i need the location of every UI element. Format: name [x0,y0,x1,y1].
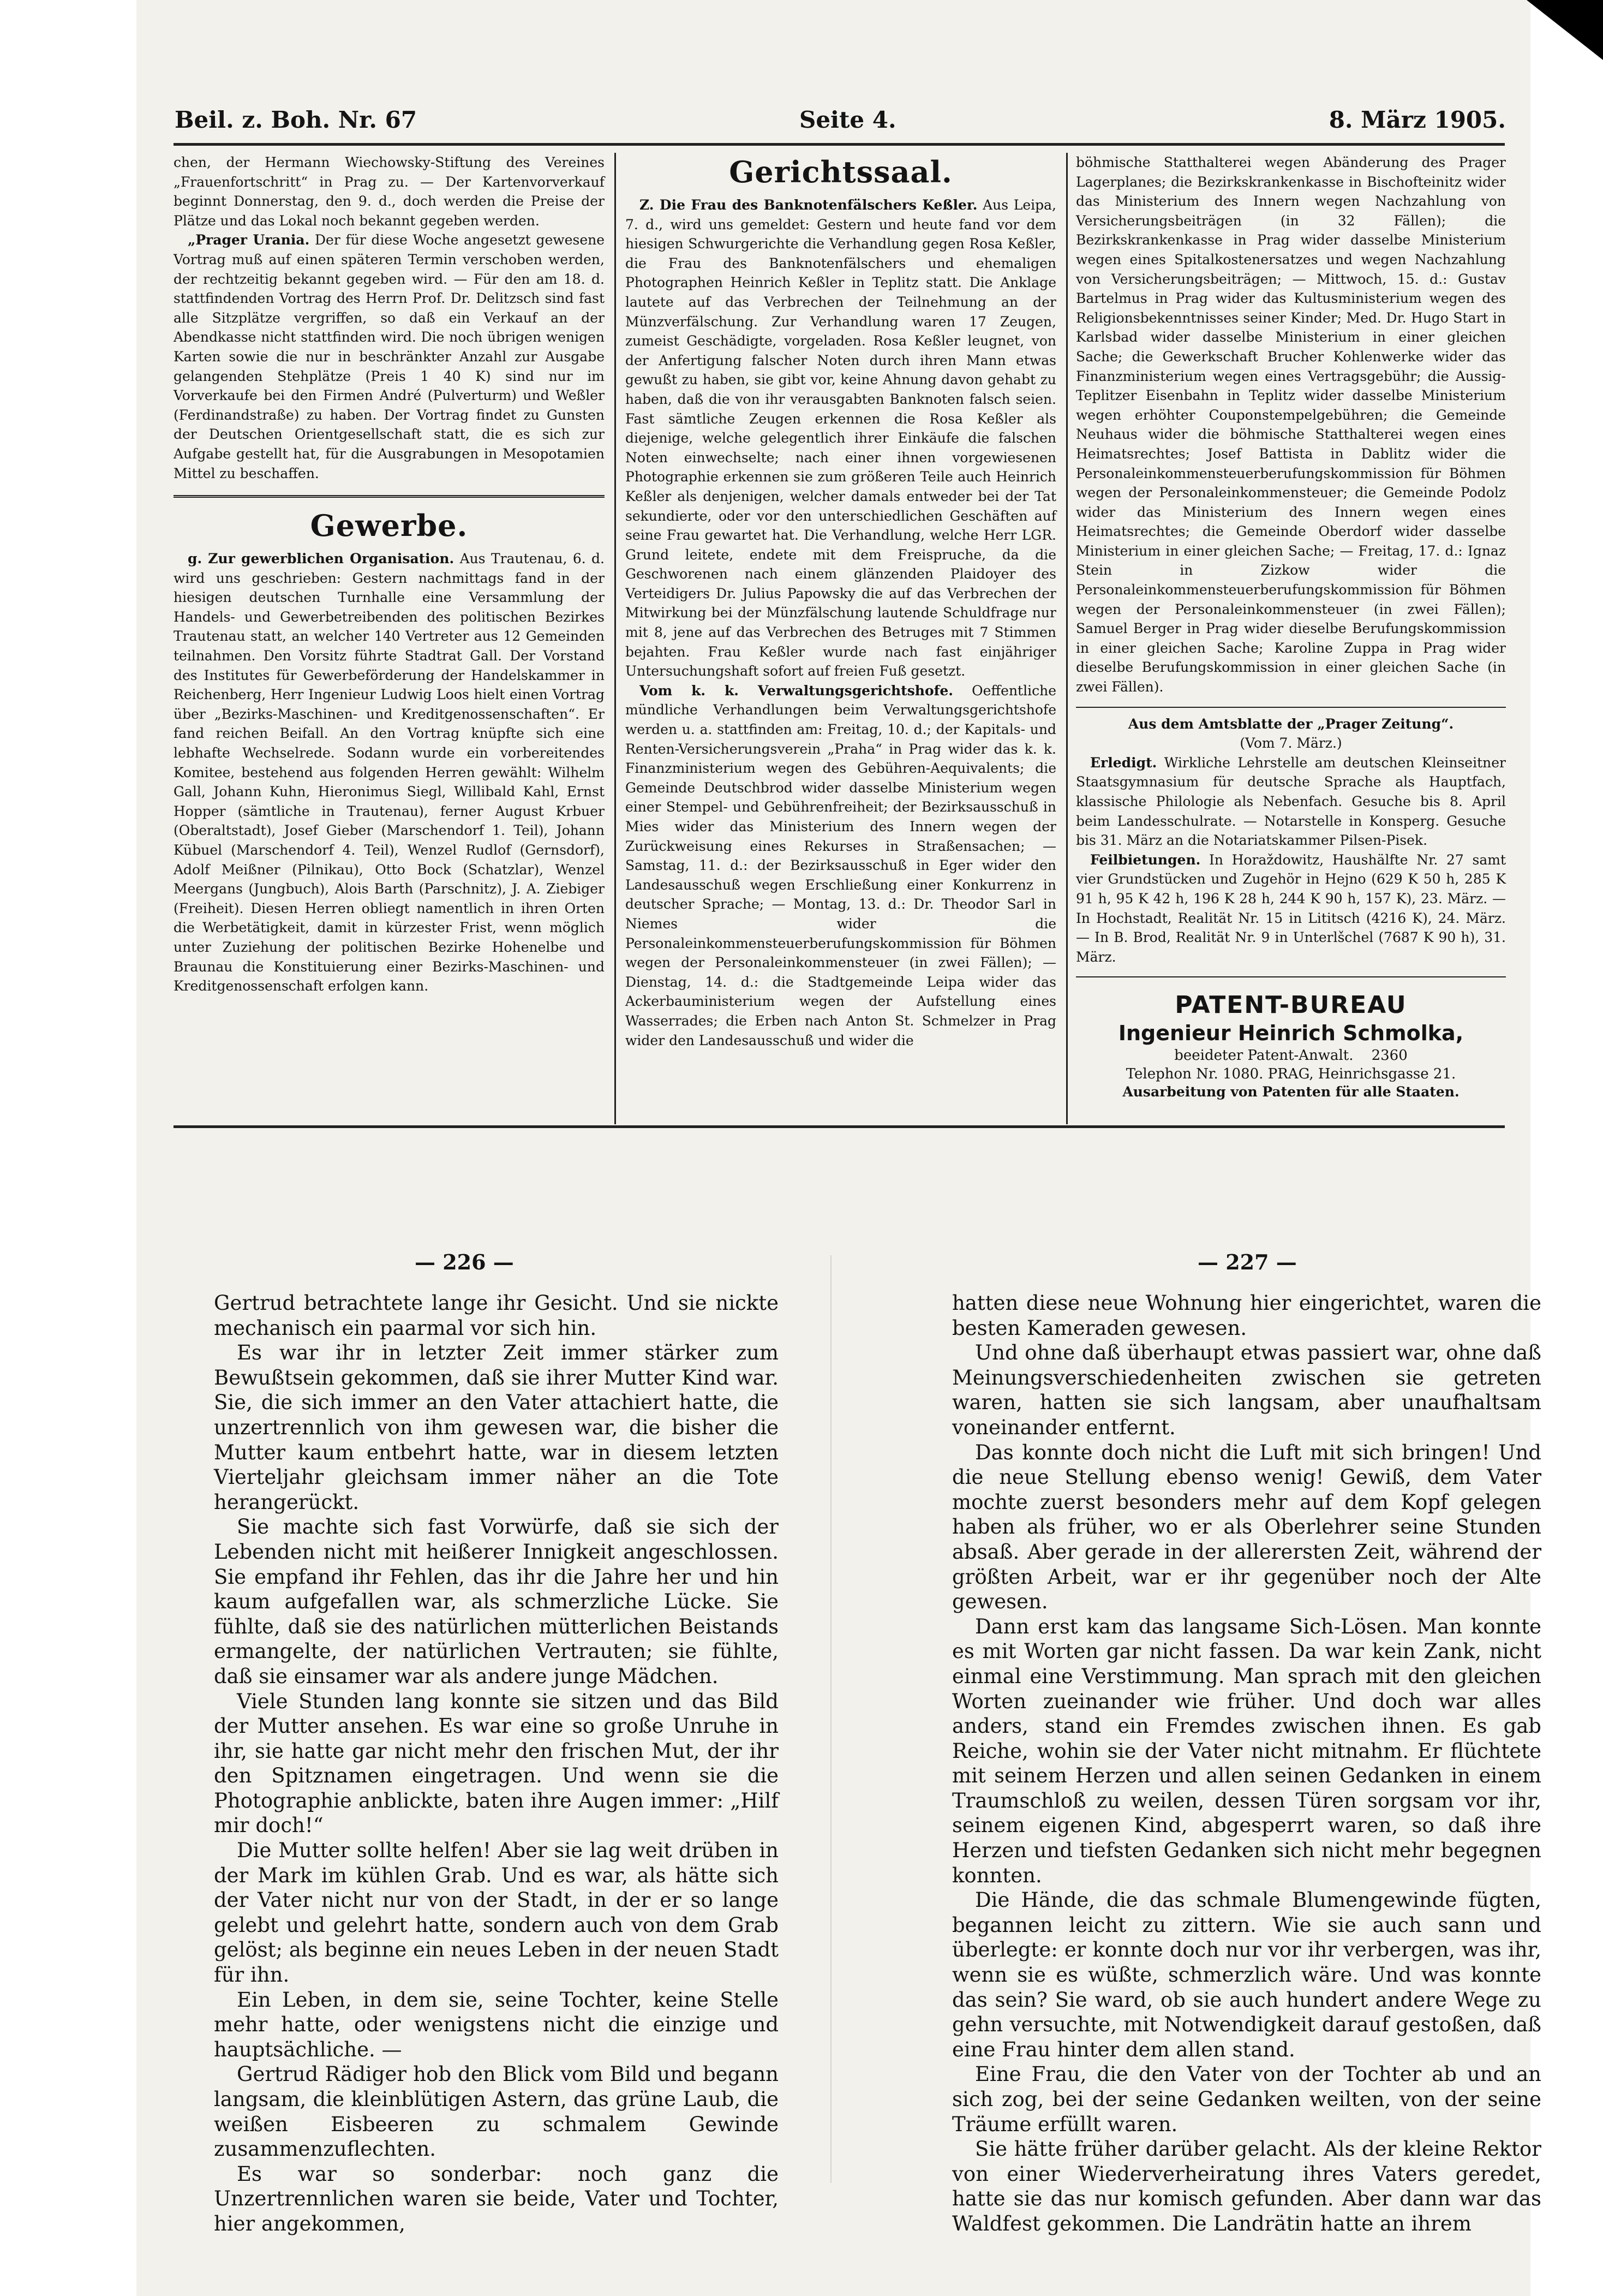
book-page-left [214,1291,779,2237]
book-fold [830,1255,832,2183]
book-left-para: Ein Leben, in dem sie, seine Tochter, keine Stelle mehr hatte, oder wenigstens nicht die einzige und hauptsächliche. — [214,1988,779,2061]
col3-para-1: böhmische Statthalterei wegen Abänderung des Prager Lagerplanes; die Bezirkskrankenkasse in Bischofteinitz wider das Ministerium des Innern wegen Nachzahlung von Versicherungsbeiträgen (in 32 Fällen); die Bezirkskrankenkasse in Prag wider dasselbe Ministerium wegen eines Spitalkostenersatzes und wegen Nachzahlung von Versicherungsbeiträgen; — Mittwoch, 15. d.: Gustav Bartelmus in Prag wider das Kultusministerium wegen des Religionsbekenntnisses seiner Kinder; Med. Dr. Hugo Start in Karlsbad wider dasselbe Ministerium in einer gleichen Sache; die Gewerkschaft Brucher Kohlenwerke wider das Finanzministerium wegen eines Vertragsgebühr; die Aussig-Teplitzer Eisenbahn in Teplitz wider dasselbe Ministerium wegen erhöhter Couponstempelgebühren; die Gemeinde Neuhaus wider die böhmische Statthalterei wegen eines Heimatsrechtes; Josef Battista in Dablitz wider die Personaleinkommensteuerberufungskommission für Böhmen wegen der Personaleinkommensteuer; die Gemeinde Podolz wider das Ministerium des Innern wegen eines Heimatsrechtes; die Gemeinde Oberdorf wider dasselbe Ministerium in einer gleichen Sache; — Freitag, 17. d.: Ignaz Stein in Zizkow wider die Personaleinkommensteuerberufungskommission für Böhmen wegen der Personaleinkommensteuer (in zwei Fällen); Samuel Berger in Prag wider dieselbe Berufungskommission in einer gleichen Sache; Karoline Zuppa in Prag wider dieselbe Berufungskommission in einer gleichen Sache (in zwei Fällen). [1076,154,1506,695]
col1-section-rule [174,495,605,498]
patent-bureau-ad [1076,991,1506,1101]
col2-para-2: Vom k. k. Verwaltungsgerichtshofe. Oeffentliche mündliche Verhandlungen beim Verwaltungsgerichtshofe werden u. a. stattfinden am: Freitag, 10. d.; der Kapitals- und Renten-Versicherungsverein „Praha“ in Prag wider das k. k. Finanzministerium wegen des Gebühren-Aequivalents; die Gemeinde Deutschbrod wider dasselbe Ministerium wegen einer Stempel- und Gebührenfreiheit; der Bezirksausschuß in Mies wider das Ministerium des Innern wegen der Zurückweisung eines Rekurses in Straßensachen; — Samstag, 11. d.: der Bezirksausschuß in Eger wider den Landesausschuß wegen Erschließung einer Konkurrenz in deutscher Sprache; — Montag, 13. d.: Dr. Theodor Sarl in Niemes wider die Personaleinkommensteuerberufungskommission für Böhmen wegen der Personaleinkommensteuer (in zwei Fällen); — Dienstag, 14. d.: die Stadtgemeinde Leipa wider das Ackerbauministerium wegen der Aufstellung eines Wasserrades; die Erben nach Anton St. Schmelzer in Prag wider den Landesausschuß und wider die [625,682,1056,1048]
book-left-para: Sie machte sich fast Vorwürfe, daß sie sich der Lebenden nicht mit heißerer Innigkeit angeschlossen. Sie empfand ihr Fehlen, das ihr die Jahre her und hin kaum aufgefallen war, als schmerzliche Lücke. Sie fühlte, daß sie des natürlichen mütterlichen Beistands ermangelte, der natürlichen Vertrauten; sie fühlte, daß sie einsamer war als andere junge Mädchen. [214,1515,779,1688]
section-title-gerichtssaal: Gerichtssaal. [729,154,953,189]
book-right-para: Die Hände, die das schmale Blumengewinde fügten, begannen leicht zu zittern. Wie sie auch sann und überlegte: er konnte doch nur vor ihr verbergen, was ihr, wenn sie es wüßte, schmerzlich wäre. Und was konnte das sein? Sie ward, ob sie auch hundert andere Wege zu gehn versuchte, mit Notwendigkeit darauf gestoßen, daß eine Frau hinter dem allen stand. [952,1888,1541,2061]
book-right-para: hatten diese neue Wohnung hier eingerichtet, waren die besten Kameraden gewesen. [952,1291,1541,1340]
book-right-para: Das konnte doch nicht die Luft mit sich bringen! Und die neue Stellung ebenso wenig! Gewiß, dem Vater mochte zuerst besonders mehr auf dem Kopf gelegen haben als früher, wo er als Oberlehrer seine Stunden absaß. Aber gerade in der allerersten Zeit, während der größten Arbeit, war er ihr gegenüber noch der Alte gewesen. [952,1440,1541,1614]
header-rule [174,143,1505,146]
newspaper-bottom-rule [174,1125,1505,1128]
header-right: 8. März 1905. [1329,106,1506,133]
header-center: Seite 4. [799,106,896,133]
col1-para-3: g. Zur gewerblichen Organisation. Aus Trautenau, 6. d. wird uns geschrieben: Gestern nachmittags fand in der hiesigen deutschen Turnhalle eine Versammlung der Handels- und Gewerbetreibenden des politischen Bezirkes Trautenau statt, an welcher 140 Vertreter aus 12 Gemeinden teilnahmen. Den Vorsitz führte Stadtrat Gall. Der Vorstand des Institutes für Gewerbeförderung der Handelskammer in Reichenberg, Herr Ingenieur Ludwig Loos hielt einen Vortrag über „Bezirks-Maschinen- und Kreditgenossenschaften“. Er fand reichen Beifall. An den Vortrag knüpfte sich eine lebhafte Wechselrede. Sodann wurde ein vorbereitendes Komitee, bestehend aus folgenden Herren gewählt: Wilhelm Gall, Johann Kuhn, Hieronimus Siegl, Willibald Kahl, Ernst Hopper (sämtliche in Trautenau), ferner August Krbuer (Oberaltstadt), Josef Gieber (Marschendorf 1. Teil), Johann Kübuel (Marschendorf 4. Teil), Wenzel Rudlof (Gernsdorf), Adolf Meißner (Pilnikau), Otto Bock (Schatzlar), Wenzel Meergans (Jungbuch), Alois Barth (Parschnitz), J. A. Ziebiger (Freiheit). Diesen Herren obliegt namentlich in ihren Orten die Werbetätigkeit, damit in kürzester Frist, wenn möglich unter Zuziehung der politischen Bezirke Hohenelbe und Braunau die Konstituierung einer Bezirks-Maschinen- und Kreditgenossenschaft erfolgen kann. [174,551,605,994]
col3-para-2: Erledigt. Wirkliche Lehrstelle am deutschen Kleinseitner Staatsgymnasium für deutsche Sprache als Hauptfach, klassische Philologie als Nebenfach. Gesuche bis 8. April beim Landesschulrate. — Notarstelle in Konsperg. Gesuche bis 31. März an die Notariatskammer Pilsen-Pisek. [1076,754,1506,849]
book-page-number-left: — 226 — [415,1250,514,1274]
col2-para-1: Z. Die Frau des Banknotenfälschers Keßler. Aus Leipa, 7. d., wird uns gemeldet: Gestern und heute fand vor dem hiesigen Schwurgerichte die Verhandlung gegen Rosa Keßler, die Frau des Banknotenfälschers und ehemaligen Photographen Heinrich Keßler in Teplitz statt. Die Anklage lautete auf das Verbrechen der Teilnehmung an der Münzverfälschung. Zur Verhandlung waren 17 Zeugen, zumeist Geschädigte, vorgeladen. Rosa Keßler leugnet, von der Anfertigung falscher Noten durch ihren Mann etwas gewußt zu haben, sie gibt vor, keine Ahnung davon gehabt zu haben, daß die von ihr verausgabten Banknoten falsch seien. Fast sämtliche Zeugen erkennen die Rosa Keßler als diejenige, welche gelegentlich ihrer Einkäufe die falschen Noten einwechselte; nach einer ihnen vorgewiesenen Photographie erkennen sie zum größeren Teile auch Heinrich Keßler als denjenigen, welcher damals entweder bei der Tat sekundierte, oder vor den unterschiedlichen Geschäften auf seine Frau gewartet hat. Die Verhandlung, welche Herr LGR. Grund leitete, endete mit dem Freispruche, da die Geschworenen nach einem glänzenden Plaidoyer des Verteidigers Dr. Julius Papowsky die auf das Verbrechen der Mitwirkung bei der Münzfälschung lautende Schuldfrage nur mit 8, jene auf das Verbrechen des Betruges mit 7 Stimmen bejahten. Frau Keßler wurde nach fast einjähriger Untersuchungshaft sofort auf freien Fuß gesetzt. [625,197,1056,679]
book-left-para: Die Mutter sollte helfen! Aber sie lag weit drüben in der Mark im kühlen Grab. Und es war, als hätte sich der Vater nicht nur von der Stadt, in der er so lange gelebt und gelehrt hatte, sondern auch von dem Grab gelöst; als beginne ein neues Leben in der neuen Stadt für ihn. [214,1839,779,1987]
amtsblatt-heading: Aus dem Amtsblatte der „Prager Zeitung“. [1128,715,1454,732]
col1-para-2: „Prager Urania. Der für diese Woche angesetzt gewesene Vortrag muß auf einen späteren Termin verschoben werden, der rechtzeitig bekannt gegeben wird. — Für den am 18. d. stattfindenden Vortrag des Herrn Prof. Dr. Delitzsch sind fast alle Sitzplätze vergriffen, so daß ein Verkauf an der Abendkasse nicht stattfinden wird. Die noch übrigen wenigen Karten sowie die nur in beschränkter Anzahl zur Ausgabe gelangenden Stehplätze (Preis 1 40 K) sind nur im Vorverkaufe bei den Firmen André (Pulverturm) und Weßler (Ferdinandstraße) zu haben. Der Vortrag findet zu Gunsten der Deutschen Orientgesellschaft statt, die es sich zur Aufgabe gestellt hat, für die Ausgrabungen in Mesopotamien Mittel zu beschaffen. [174,232,605,481]
amtsblatt-date: (Vom 7. März.) [1240,735,1342,752]
patent-tagline: Ausarbeitung von Patenten für alle Staaten. [1122,1084,1460,1100]
scan-corner [1527,0,1603,60]
book-left-para: Gertrud betrachtete lange ihr Gesicht. Und sie nickte mechanisch ein paarmal vor sich hin. [214,1291,779,1340]
patent-address: Telephon Nr. 1080. PRAG, Heinrichsgasse 21. [1126,1066,1456,1083]
patent-ref: 2360 [1371,1047,1408,1064]
book-right-para: Dann erst kam das langsame Sich-Lösen. Man konnte es mit Worten gar nicht fassen. Da war kein Zank, nicht einmal eine Verstimmung. Man sprach mit den gleichen Worten zueinander wie früher. Und doch war alles anders, stand ein Fremdes zwischen ihnen. Es gab Reiche, wohin sie der Vater nicht mitnahm. Er flüchtete mit seinem Herzen und allen seinen Gedanken in einem Traumschloß zu weilen, dessen Türen sorgsam vor ihr, seinem eigenen Kind, abgesperrt waren, so daß ihre Herzen und tiefsten Gedanken sich nicht mehr begegnen konnten. [952,1614,1541,1887]
section-title-gewerbe: Gewerbe. [310,508,468,544]
column-3 [1076,153,1506,1101]
col3-rule-1 [1076,707,1506,708]
column-separator-2 [1066,153,1068,1124]
book-right-para: Eine Frau, die den Vater von der Tochter ab und an sich zog, bei der seine Gedanken weilten, von der seine Träume erfüllt waren. [952,2062,1541,2136]
column-2 [625,153,1056,1050]
book-right-para: Sie hätte früher darüber gelacht. Als der kleine Rektor von einer Wiederverheiratung ihres Vaters geredet, hatte sie das nur komisch gefunden. Aber dann war das Waldfest gekommen. Die Landrätin hatte an ihrem [952,2137,1541,2235]
book-left-para: Viele Stunden lang konnte sie sitzen und das Bild der Mutter ansehen. Es war eine so große Unruhe in ihr, sie hatte gar nicht mehr den frischen Mut, der ihr den Spitznamen eingetragen. Und wenn sie die Photographie anblickte, baten ihre Augen immer: „Hilf mir doch!“ [214,1689,779,1838]
book-left-para: Es war ihr in letzter Zeit immer stärker zum Bewußtsein gekommen, daß sie ihrer Mutter Kind war. Sie, die sich immer an den Vater attachiert hatte, die unzertrennlich von ihm gewesen war, die bisher die Mutter kaum entbehrt hatte, war in diesem letzten Vierteljahr gleichsam immer näher an die Tote herangerückt. [214,1341,779,1514]
col3-rule-2 [1076,976,1506,977]
column-1 [174,153,605,996]
book-page-right [952,1291,1541,2237]
book-left-para: Es war so sonderbar: noch ganz die Unzertrennlichen waren sie beide, Vater und Tochter, hier angekommen, [214,2162,779,2235]
patent-subtitle: beeideter Patent-Anwalt. 2360 [1174,1047,1408,1064]
col3-para-3: Feilbietungen. In Horaždowitz, Haushälfte Nr. 27 samt vier Grundstücken und Zugehör in Hejno (629 K 50 h, 285 K 91 h, 95 K 42 h, 196 K 28 h, 244 K 90 h, 157 K), 23. März. — In Hochstadt, Realität Nr. 15 in Lititsch (4216 K), 24. März. — In B. Brod, Realität Nr. 9 in Unterlšchel (7687 K 90 h), 31. März. [1076,851,1506,965]
page-header [175,106,1506,139]
header-left: Beil. z. Boh. Nr. 67 [175,106,417,133]
book-right-para: Und ohne daß überhaupt etwas passiert war, ohne daß Meinungsverschiedenheiten zwischen sie getreten waren, hatten sie sich langsam, aber unaufhaltsam voneinander entfernt. [952,1341,1541,1439]
book-left-para: Gertrud Rädiger hob den Blick vom Bild und begann langsam, die kleinblütigen Astern, das grüne Laub, die weißen Eisbeeren zu schmalem Gewinde zusammenzuflechten. [214,2062,779,2161]
column-separator-1 [614,153,616,1124]
book-page-number-right: — 227 — [1198,1250,1297,1274]
col1-para-1: chen, der Hermann Wiechowsky-Stiftung des Vereines „Frauenfortschritt“ in Prag zu. — Der Kartenvorverkauf beginnt Donnerstag, den 9. d., doch werden die Preise der Plätze und das Lokal noch bekannt gegeben werden. [174,154,605,229]
patent-title: PATENT-BUREAU [1175,991,1407,1019]
patent-name: Ingenieur Heinrich Schmolka, [1118,1021,1464,1046]
